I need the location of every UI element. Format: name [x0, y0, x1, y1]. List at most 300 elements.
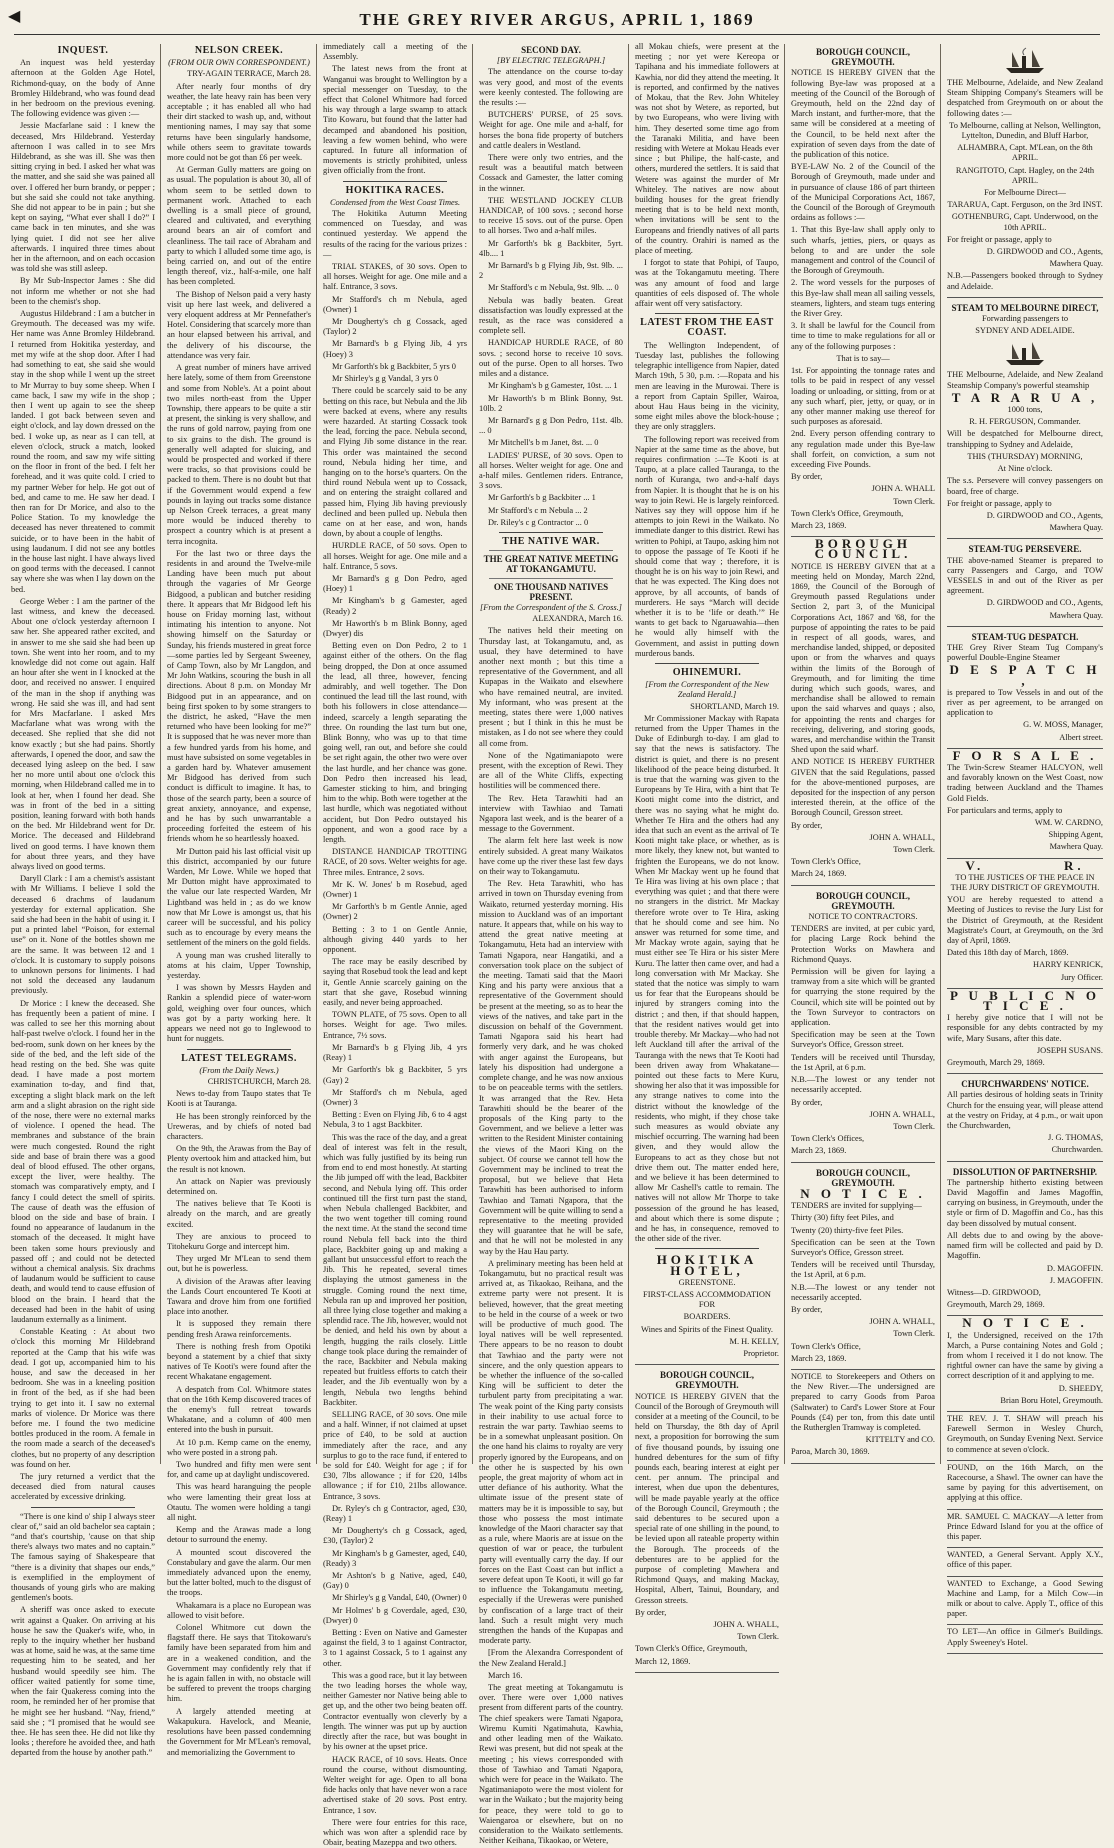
article-paragraph: The latest news from the front at Wanganui was brought to Wellington by a special messenger on Tuesday, to the effect that Colonel Whitmore had forced his way through a large swamp to attack Tito Kowaru, but found that the latter had decamped and abandoned his position, leaving a few women behind, who were captured. In future all information of movements is strictly prohibited, unless given officially from the front.	[323, 64, 467, 176]
article-paragraph: Mr Garforth's bk g Backbiter, 5yrt. 4lb.... 1	[479, 238, 623, 258]
office: Town Clerk's Offices,	[791, 1134, 865, 1144]
steamship-icon	[1002, 338, 1048, 368]
notice-byorder: By order,	[791, 472, 823, 482]
ship-line: GOTHENBURG, Capt. Underwood, on the 10th APRIL.	[951, 212, 1099, 232]
notice-byorder: By order,	[791, 1097, 823, 1107]
agent-name: WM. W. CARDNO,	[1034, 817, 1103, 827]
article-paragraph: A mounted scout discovered the Constabulary and gave the alarm. Our men immediately advanced upon the enemy, but the latter bolted, much to the disgust of the troops.	[167, 1547, 311, 1598]
thousand-heading: ONE THOUSAND NATIVES PRESENT.	[493, 581, 609, 602]
column-1	[6, 42, 160, 1758]
signature-role: Brian Boru Hotel, Greymouth.	[1000, 1395, 1103, 1405]
article-paragraph: At German Gully matters are going on as usual. The population is about 30, all of whom seem to be settled down to permanent work. Attached to each dwelling is a small piece of ground, cleared and cultivated, and everything around bears an air of comfort and cleanliness. The tail race of Abraham and party to which I alluded some time ago, is being carried on, and out of the entire length thereof, viz., half-a-mile, one half has been completed.	[167, 165, 311, 287]
masthead	[0, 0, 1114, 42]
signature: J. MAGOFFIN.	[1049, 1275, 1103, 1285]
article-paragraph: The great meeting at Tokangamutu is over. There were over 1,000 natives present from different parts of the country. The chief speakers were Tamati Ngapora, Wiremu Kumiti Ngatimahuta, Kawhia, and other leading men of the Waikato. Rewi was present, but did not speak at the meeting ; his views corresponded with those of Tawhiao and Tamati Ngapora, which were for peace in the Waikato. The Ngatimaniapoto were the most violent for war in the Waikato ; but the majority being for peace, they were told to go to Waiengaroa or elsewhere, but on no consideration to the Waikato settlements. Neither Keihana, Tikaokao, or Wetere,	[479, 1683, 623, 1846]
exchange-wanted	[947, 1577, 1103, 1626]
newspaper-title: THE GREY RIVER ARGUS, APRIL 1, 1869	[359, 10, 755, 29]
article-paragraph: Betting : Even on Flying Jib, 6 to 4 agst Nebula, 3 to 1 agst Backbiter.	[323, 1110, 467, 1130]
article-paragraph: Mr Stafford's c m Nebula, 9st. 9lb. ... 0	[488, 283, 619, 293]
section-rule	[489, 550, 613, 551]
clerk-name: JOHN A. WHALL,	[869, 1109, 935, 1119]
ship-line: TARARUA, Capt. Ferguson, on the 3rd INST.	[947, 200, 1103, 210]
article-paragraph: None of the Ngatimaniapoto were present, with the exception of Rewi. They are all of the White Cliffs, expecting hostilities will be commenced there.	[479, 750, 623, 791]
article-paragraph: Mr Mitchell's b m Janet, 8st. ... 0	[488, 438, 599, 448]
ad-text: THIS (THURSDAY) MORNING,	[967, 451, 1083, 461]
article-paragraph: News to-day from Taupo states that Te Kooti is at Tauranga.	[167, 1089, 311, 1109]
meeting-heading: THE GREAT NATIVE MEETING AT TOKANGAMUTU.	[483, 554, 619, 575]
notice-title: BOROUGH COUNCIL, GREYMOUTH.	[815, 47, 910, 68]
notice-byorder: By order,	[635, 1607, 667, 1617]
article-paragraph: immediately call a meeting of the Assembly.	[323, 42, 467, 62]
article-paragraph: The Wellington Independent, of Tuesday last, publishes the following telegraphic intelligence from Napier, dated March 19th, 5 30, p.m. :—Ropata and his men are leaving in the Murowai. There is a report from Captain Spiller, Wairoa, about Hau Haus being in the vicinity, some eight miles above the block-house ; they are only stragglers.	[635, 340, 779, 432]
notice-date: March 23, 1869.	[791, 1146, 847, 1156]
bylaw-item: 1. That this Bye-law shall apply only to such wharfs, jetties, piers, or quays as belong to and are under the sole management and control of the Council of the Borough of Greymouth.	[791, 225, 935, 276]
article-paragraph: The attendance on the course to-day was very good, and most of the events were keenly contested. The following are the results :—	[479, 67, 623, 108]
column-5	[630, 42, 784, 1666]
article-paragraph: THE WESTLAND JOCKEY CLUB HANDICAP, of 100 sovs. ; second horse to receive 15 sovs. out of the purse. Open to all horses. Two and a-half miles.	[479, 195, 623, 236]
article-paragraph: Mr Barnard's b g Flying Jib, 4 yrs (Reay) 1	[323, 1042, 467, 1063]
column-rule	[784, 44, 785, 1464]
article-paragraph: A despatch from Col. Whitmore states that on the 16th Kemp discovered traces of the enemy's full retreat towards Whakatane, and a column of 400 men entered into the bush in pursuit.	[167, 1384, 311, 1435]
article-paragraph: Mr Stafford's ch m Nebula, aged (Owner) 3	[323, 1087, 467, 1107]
signature: KITTELTY and CO.	[865, 1435, 935, 1445]
article-paragraph: Colonel Whitmore cut down the flagstaff there. He says that Titokowaru's family have been separated from him and are in a weakened condition, and the Government may confidently rely that if he is again fallen in with, no obstacle will be suffered to prevent the troops charging him.	[167, 1623, 311, 1704]
ad-text: THE Melbourne, Adelaide, and New Zealand Steam Shipping Company's Steamers will be despatched from Greymouth on or about the following dates :—	[947, 78, 1103, 118]
office: Town Clerk's Office, Greymouth,	[635, 1644, 748, 1654]
article-paragraph: A preliminary meeting has been held at Tokangamutu, but no practical result was arrived at, as Tikaokao, Reihana, and the extreme party were not present. It is believed, however, that the great meeting to be held in the course of a week or two will be productive of much good. The loyal natives will be well represented. There appears to be no reason to doubt that Tawhiao and the party were not sincere, and the only question appears to be whether the influence of the so-called King will be sufficient to deter the turbulent party from precipitating a war. The weak point of the King party consists in their inability to use actual force to restrain the war party. Tawhiao seems to be in a somewhat unpleasant position. On the one hand his claims to royalty are very properly ignored by the Europeans, and on the other he is suspected by his own people, the great majority of whom act in utter defiance of his authority. What the ultimate issue of the present state of matters may be it is impossible to say, but those who possess the most intimate knowledge of the Maori character say that as a rule, where Maoris are at issue on the question of war or peace, the turbulent party will eventually carry the day. If our forces on the East Coast can but inflict a severe defeat upon Te Kooti, it will go far to influence the Tokangamutu meeting, especially if the Ureweras were punished by confiscation of a large tract of their land. Such a result might very much strengthen the hands of the Kupapas and moderate party.	[479, 1258, 623, 1646]
article-paragraph: Mr Barnard's b g Flying Jib, 9st. 9lb. ... 2	[479, 261, 623, 281]
to-let-notice	[947, 1625, 1103, 1653]
clerk-name: JOHN A. WHALL	[871, 484, 935, 494]
article-paragraph: The jury returned a verdict that the deceased died from natural causes accelerated by excessive drinking.	[11, 1472, 155, 1502]
article-paragraph: Mr Shirley's g g Vandal, £40, (Owner) 0	[332, 1593, 467, 1603]
article-paragraph: Jessie Macfarlane said : I knew the deceased, Mrs Hildebrand. Yesterday afternoon I was called in to see Mrs Hildebrand, as she was ill. She was then sitting crying in bed. I asked her what was the matter, and she said she was pained all over. I offered her burn brandy, or pepper ; but she said she could not take anything. She did not appear to be in pain ; but she kept on saying, “What ever shall I do?” I came back in ten minutes, and she was lying quiet. I did not see her alive afterwards. I inquired three times about her in the afternoon, and on each occasion was told she was still asleep.	[11, 121, 155, 274]
east-coast-heading: LATEST FROM THE EAST COAST.	[640, 317, 774, 339]
ohinemuri-source: [From the Correspondent of the New Zealand Herald.]	[645, 680, 769, 700]
signature: D. MAGOFFIN.	[1046, 1263, 1103, 1273]
ad-text: THE Melbourne, Adelaide, and New Zealand Steamship Company's powerful steamship	[947, 370, 1103, 390]
officer-role: Jury Officer.	[1060, 972, 1103, 982]
ad-text: N.B.—Passengers booked through to Sydney and Adelaide.	[947, 271, 1103, 291]
article-paragraph: The following report was received from Napier at the same time as the above, but requires confirmation :—Te Kooti is at Taupo, at a place called Tauranga, to the north of Kuranga, two and-a-half days from Napier. It is thought that he is on his way to join Rewi. He is largely reinforced. Natives say they will oppose him if he attempts to join Rewi in the Waikato. No immediate danger to this district. Rewi has written to Pohipi, at Taupo, asking him not to oppose the passage of Te Kooti if he should come that way ; therefore, it is thought he is on his way to join Rewi, and that he was expected. The King does not approve, by all accounts, of bands of murderers. He says “March will decide whether it is to be ‘life or death.’” He wants to get back to Ngaruawahia—then he would ally himself with the Government, and assist in putting down murderous bands.	[635, 434, 779, 658]
melbourne-shipping-ad	[947, 42, 1103, 298]
article-paragraph: [From the Alexandra Correspondent of the New Zealand Herald.]	[479, 1648, 623, 1668]
ad-title: P U B L I C N O T I C E .	[950, 987, 1100, 1014]
bylaw-item: 3. It shall be lawful for the Council from time to time to make regulations for all or any of the following purposes :	[791, 321, 935, 351]
article-paragraph: It is supposed they remain there pending fresh Arawa reinforcements.	[167, 1319, 311, 1339]
section-rule	[655, 1248, 759, 1249]
bylaw-item: 1st. For appointing the tonnage rates and tolls to be paid in respect of any vessel loading or unloading, or sitting, from or at any such wharf, pier, jetty, or quay, or in any other manner making use thereof for such purposes as aforesaid.	[791, 366, 935, 427]
steam-melbourne-ad	[947, 298, 1103, 539]
clerk-role: Town Clerk.	[893, 845, 935, 855]
notice-text: NOTICE IS HEREBY GIVEN that at a meeting held on Monday, March 22nd, 1869, the Council of the Borough of Greymouth passed Regulations under Section 2, part 3, of the Municipal Corporations Act, 1867 and '68, for the purpose of appointing the rates to be paid in respect of all goods, wares, and merchandise landed, shipped, or deposited upon or from the wharves and quays within the limits of the Borough of Greymouth, and for limiting the time during which such goods, wares, and merchandise shall be allowed to remain upon the said wharves and quays ; also, for appointing the rents and charges for receiving, delivering, and storing goods, wares, and merchandise within the Transit Shed upon the said wharf.	[791, 561, 935, 755]
ad-text: WANTED to Exchange, a Good Sewing Machine and Lamp, for a Milch Cow—in milk or about to calve. Apply T., office of this paper.	[947, 1578, 1103, 1619]
ad-text: is prepared to Tow Vessels in and out of the river as per agreement, to be arranged on application to	[947, 687, 1103, 718]
storekeepers-notice	[791, 1370, 935, 1464]
war-source: [From the Correspondent of the S. Cross.]	[480, 602, 622, 612]
article-paragraph: Mr Haworth's b m Blink Bonny, 9st. 10lb. 2	[479, 393, 623, 413]
section-rule	[31, 1507, 135, 1508]
article-paragraph: DISTANCE HANDICAP TROTTING RACE, of 20 sovs. Welter weights for age. Three miles. Entrance, 2 sovs.	[323, 847, 467, 877]
ad-text: Dated this 18th day of March, 1869.	[947, 948, 1069, 958]
article-paragraph: The alarm felt here last week is now entirely subsided. A great many Waikatos have come up the river these last few days on their way to Tokangamutu.	[479, 836, 623, 877]
clerk-role: Town Clerk.	[893, 1329, 935, 1339]
dateline: ALEXANDRA, March 16.	[532, 614, 623, 624]
column-7	[942, 42, 1108, 1647]
ad-text: To Melbourne, calling at Nelson, Wellington, Lyttelton, Dunedin, and Bluff Harbor,	[949, 120, 1101, 141]
signature: D. SHEEDY,	[1058, 1383, 1103, 1393]
notice-date: March 12, 1869.	[635, 1656, 691, 1666]
article-paragraph: There is nothing fresh from Opotiki beyond a statement by a chief that sixty natives of Te Kooti's were found after the recent Whakatane engagement.	[167, 1341, 311, 1382]
article-paragraph: Mr Dougherty's ch g Cossack, aged (Taylor) 2	[323, 317, 467, 337]
article-paragraph: Mr Kingham's b g Gamester, aged, £40, (Ready) 3	[323, 1548, 467, 1568]
ad-text: Witness—D. GIRDWOOD,	[947, 1287, 1041, 1297]
nelson-creek-heading: NELSON CREEK.	[194, 45, 284, 56]
column-rule	[472, 44, 473, 1464]
piles-notice	[791, 1163, 935, 1370]
bylaw-notice	[791, 42, 935, 537]
ship-line: ALHAMBRA, Capt. M'Lean, on the 8th APRIL.	[957, 143, 1093, 163]
servant-wanted	[947, 1548, 1103, 1576]
article-paragraph: On the 9th, the Arawas from the Bay of Plenty overtook him and attacked him, but the result is not known.	[167, 1144, 311, 1174]
agent-place: Mawhera Quay.	[1049, 523, 1103, 533]
article-paragraph: An attack on Napier was previously determined on.	[167, 1176, 311, 1196]
agent-place: Mawhera Quay.	[1049, 259, 1103, 269]
dateline: TRY-AGAIN TERRACE, March 28.	[187, 69, 311, 79]
found-notice	[947, 1461, 1103, 1510]
proprietor-role: Proprietor.	[743, 1348, 779, 1358]
article-paragraph: Mr Dutton paid his last official visit up this district, accompanied by our future Warden, Mr Lowe. While we hoped that Mr Dutton might have approximated to the value our late respected Warden, Mr Lightband was held in ; as do we know now that Mr Lowe is amongst us, that his career will be successful, and his policy such as to encourage by every means the settlement of the miners on the gold fields.	[167, 846, 311, 948]
debentures-notice	[635, 1365, 779, 1673]
purse-notice	[947, 1316, 1103, 1412]
ad-text: 1000 tons,	[1007, 405, 1043, 415]
notice-subtitle: N O T I C E .	[800, 1185, 926, 1201]
notice-text: N.B.—The lowest or any tender not necessarily accepted.	[791, 1282, 935, 1302]
contractors-notice	[791, 886, 935, 1163]
article-paragraph: Betting even on Don Pedro, 2 to 1 against either of the others. On the flag being dropped, the Don at once assumed the lead, all three, however, fencing admirably, and well together. The Don continued the lead till the last round, with both his followers in close attendance—indeed, scarcely a length separating the three. On rounding the last turn but one, Blink Bonny, who was up to that time going well, ran out, and before she could be set right again, the other two were over the last hurdle, and her chance was gone. Don Pedro then increased his lead, Gamester sticking to him, and bringing him to the whip. Both were together at the last hurdle, which was negotiated without accident, but Don Pedro outstayed his opponent, and won a good race by a length.	[323, 641, 467, 845]
notice-text: TENDERS are invited for supplying—	[791, 1201, 922, 1211]
ad-title: N O T I C E .	[962, 1315, 1088, 1331]
notice-byorder: By order,	[791, 1304, 823, 1314]
article-paragraph: Mr Kingham's b g Gamester, aged (Ready) 2	[323, 596, 467, 616]
ad-title: F O R S A L E .	[952, 747, 1098, 763]
dateline: CHRISTCHURCH, March 28.	[207, 1076, 311, 1086]
article-paragraph: Mr Haworth's b m Blink Bonny, aged (Dwyer) dis	[323, 618, 467, 638]
article-paragraph: They are anxious to proceed to Titohekuru Gorge and intercept him.	[167, 1231, 311, 1251]
notice-text: Permission will be given for laying a tramway from a site which will be granted for quarrying the stone required by the Council, which site will be pointed out by the Town Surveyor to contractors on application.	[791, 967, 935, 1028]
telegrams-heading: LATEST TELEGRAMS.	[181, 1052, 297, 1064]
fold-mark-icon: ◀	[8, 8, 21, 25]
article-paragraph: A largely attended meeting at Wakapukura. Havelock, and Meanie, resolutions have been passed condemning the Government for Mr M'Lean's removal, and memorializing the Government to	[167, 1706, 311, 1757]
ad-title: TO THE JUSTICES OF THE PEACE IN THE JURY DISTRICT OF GREYMOUTH.	[950, 872, 1100, 892]
ad-text: At Nine o'clock.	[997, 464, 1053, 474]
masthead-rule	[14, 34, 1100, 35]
article-paragraph: The Rev. Heta Tarawhiti had an interview with Tawhiao and Tamati Ngapora last week, and is the bearer of a message to the Government.	[479, 793, 623, 834]
ad-text: All parties desirous of holding seats in Trinity Church for the ensuing year, will please attend at the vestry on Friday, at 4 p.m., or wait upon the Churchwarden,	[947, 1090, 1103, 1131]
article-paragraph: A great number of miners have arrived here lately, some of them from Greenstone and some from Noble's. At a point about two miles north-east from the Upper Township, there appears to be quite a stir at present, the sinking is very shallow, and the runs of gold narrow, paying from one to six grains to the dish. The ground is generally well adapted for sluicing, and would be prospected and worked if there were tracks, so that provisions could be packed to them. There is no doubt but that if the Government would expend a few pounds in laying out tracks some distance up Nelson Creek terraces, a great many more would be induced thereby to prospect a country which is at present a terra incognita.	[167, 363, 311, 546]
article-paragraph: Nebula was badly beaten. Great dissatisfaction was loudly expressed at the result, as the race was considered a complete sell.	[479, 295, 623, 336]
ad-text: The partnership hitherto existing between David Magoffin and James Magoffin, carrying on business, in Greymouth, under the style or firm of D. Magoffin and Co., has this day been dissolved by mutual consent.	[947, 1177, 1103, 1228]
article-paragraph: I was shown by Messrs Hayden and Rankin a splendid piece of water-worn gold, weighing over four ounces, which was got by a party working here. It appears we need not go to Inglewood to hunt for nuggets.	[167, 983, 311, 1044]
ohinemuri-heading: OHINEMURI.	[672, 666, 742, 678]
ship-name: T A R A R U A ,	[951, 389, 1099, 405]
column-rule	[160, 44, 161, 1464]
notice-text: AND NOTICE IS HEREBY FURTHER GIVEN that the said Regulations, passed for the above-mentioned purposes, are deposited for the inspection of any person interested therein, at the office of the Borough Council, Gresson street.	[791, 757, 935, 818]
agent-place: Mawhera Quay.	[1049, 842, 1103, 852]
signature: J. G. THOMAS,	[1048, 1133, 1103, 1143]
notice-date: Paroa, March 30, 1869.	[791, 1447, 870, 1457]
article-paragraph: Betting : 3 to 1 on Gentle Annie, although giving 440 yards to her opponent.	[323, 924, 467, 955]
ad-text: The s.s. Persevere will convey passengers on board, free of charge.	[947, 476, 1103, 496]
clerk-role: Town Clerk.	[737, 1632, 779, 1642]
notice-text: Thirty (30) fifty feet Piles, and	[791, 1213, 894, 1223]
sermon-notice	[947, 1412, 1103, 1461]
clerk-name: JOHN A. WHALL,	[713, 1620, 779, 1630]
notice-date: March 23, 1869.	[791, 520, 847, 530]
notice-title: BOROUGH COUNCIL, GREYMOUTH.	[815, 890, 910, 911]
column-6	[786, 42, 940, 1464]
article-paragraph: Mr Barnard's g g Don Pedro, aged (Hoey) 1	[323, 573, 467, 594]
article-paragraph: A sheriff was once asked to execute writ against a Quaker. On arriving at his house he saw the Quaker's wife, who, in reply to the inquiry whether her husband was at home, said he was, at the same time requesting him to be seated, and her husband would speedily see him. The officer waited patiently for some time, when the fair Quakeress coming into the room, he reminded her of her promise that he might see her husband. “Nay, friend,” said she ; “I promised that he would see thee. He has seen thee. He did not like thy looks ; therefore he avoided thee, and hath departed from the house by another path.”	[11, 1605, 155, 1758]
article-paragraph: HACK RACE, of 10 sovs. Heats. Once round the course, without dismounting. Welter weight for age. Open to all bona fide hacks only that have never won a race advertised stake of 20 sovs. Post entry. Entrance, 1 sov.	[323, 1754, 467, 1815]
notice-text: NOTICE to Storekeepers and Others on the New River.—The undersigned are prepared to carry Goods from Paroa (Saltwater) to Card's Lower Store at Four Pounds (£4) per ton, from this date until the Rutherglen Tramway is completed.	[791, 1371, 935, 1432]
article-paragraph: Augustus Hildebrand : I am a butcher in Greymouth. The deceased was my wife. Her name was Anne Bromley Hildebrand. I returned from Hokitika yesterday, and met my wife at the shop door. After I had had something to eat, she said she would stay in the shop while I went up the street to Mr Murray to buy some sheep. When I came back, I saw my wife in the shop ; then I went up again to see the sheep landed. I got back between seven and eight o'clock, and lay down dressed on the bed. I woke up, as near as I can tell, at eleven o'clock, struck a match, looked round the room, and saw my wife sitting on the floor in front of the bed. I felt her forehead, and it was quite cold. I cried to my partner Weber for help. He got out of bed, and came to me. He saw her dead. I then ran for Dr Morice, and also to the Police Station. To my knowledge the deceased has never threatened to commit suicide, or to have been in the habit of using laudanum. I did not see any bottles in the house last night. I have always lived on good terms with the deceased. I cannot say where she was when I lay down on the bed.	[11, 309, 155, 594]
article-paragraph: Mr Barnard's b g Flying Jib, 4 yrs (Hoey) 3	[323, 339, 467, 359]
agent-name: D. GIRDWOOD and CO., Agents,	[986, 510, 1103, 520]
ad-title: CHURCHWARDENS' NOTICE.	[961, 1079, 1089, 1090]
ship-line: RANGITOTO, Capt. Hagley, on the 24th APRIL.	[955, 165, 1095, 185]
article-paragraph: At 10 p.m. Kemp came on the enemy, who were posted in a strong pah.	[167, 1437, 311, 1457]
article-paragraph: Dr. Riley's c g Contractor ... 0	[488, 517, 589, 527]
article-paragraph: For the last two or three days the residents in and around the Twelve-mile Landing have been much put about through the vagaries of Mr George Bidgood, a publican and butcher residing there. It appears that Mr Bidgood left his house on Friday morning last, without intimating his intention to anyone. Not showing himself on the Saturday or Sunday, his friends mustered in great force—some parties led by Sergeant Sweeney, of Camp Town, also by Mr Langdon, and Mr John Watkins, scouring the bush in all directions. About 8 p.m. on Monday Mr Bidgood put in an appearance, and on being first spoken to by some strangers to the district, he asked, “Have the men returned who have been looking for me?” It is supposed that he was never more than a few hundred yards from his home, and must have subsisted on some vegetables in a garden hard by. Whatever amusement Mr Bidgood has derived from such conduct is difficult to imagine. It has, to those of the search party, been a source of great anxiety, annoyance, and expense, and he has by such unwarrantable a proceeding forfeited the esteem of his friends whom he so heartlessly hoaxed.	[167, 548, 311, 844]
ad-text: Forwarding passengers to	[981, 314, 1069, 324]
notice-date: March 23, 1869.	[791, 1353, 847, 1363]
ad-title: STEAM TO MELBOURNE DIRECT,	[951, 302, 1099, 313]
ad-text: R. H. FERGUSON, Commander.	[969, 417, 1081, 427]
notice-text: TENDERS are invited, at per cubic yard, for placing Large Rock behind the Protection Works on Mawhera and Richmond Quays.	[791, 924, 935, 964]
ad-text: SYDNEY AND ADELAIDE.	[975, 326, 1075, 336]
article-paragraph: They urged Mr M'Lean to send them out, but he is powerless.	[167, 1254, 311, 1274]
ad-title: STEAM-TUG DESPATCH.	[971, 631, 1079, 642]
article-paragraph: The Bishop of Nelson paid a very hasty visit up here last week, and delivered a very eloquent address at Mr Pennefather's Hotel. Considering that scarcely more than an hour elapsed between his arrival, and the delivery of his discourse, the attendance was very fair.	[167, 289, 311, 360]
notice-text: N.B.—The lowest or any tender not necessarily accepted.	[791, 1075, 935, 1095]
agent-place: Albert street.	[1059, 732, 1103, 742]
ad-text: Will be despatched for Melbourne direct, transhipping to Sydney and Adelaide,	[947, 429, 1103, 449]
second-day-results	[479, 67, 623, 528]
clerk-name: JOHN A. WHALL,	[869, 1317, 935, 1327]
column-rule	[316, 44, 317, 1464]
article-paragraph: Mr Barnard's g g Don Pedro, 11st. 4lb. ... 0	[479, 415, 623, 436]
article-paragraph: This was the race of the day, and a great deal of interest was felt in the result, which was fully justified by its being run from end to end most honestly. At starting the Jib jumped off with the lead, Backbiter second, and Nebula lying off. This order continued till the first turn past the stand, when Nebula challenged Backbiter, and the two went together till coming round the next time. At the stand the second time round Nebula fell back into the third place, Backbiter going up and making a gallant but unsuccessful effort to reach the Jib. This he repeated, several times displaying the utmost gameness in the struggle. Coming round the next time, Nebula ran up and improved her position, all three lying close together and making a splendid race. The Jib, however, would not be denied, and held his own by about a length, hugging the rails closely. Little change took place during the remainder of the race, Backbiter and Nebula making repeated but fruitless efforts to catch their leader, and the Jib eventually won by a length, Nebula two lengths behind Backbiter.	[323, 1132, 467, 1407]
ad-text: MR. SAMUEL C. MACKAY—A letter from Prince Edward Island for you at the office of this paper.	[947, 1511, 1103, 1541]
article-paragraph: The natives held their meeting on Thursday last, at Tokangamutu, and, as usual, they have determined to have another next month ; but this time a representative of the Government, and all Kupapas in the Waikato and elsewhere who have remained neutral, are invited. My informant, who was present at the meeting, states there were 1,000 natives present ; but I think in this he must be mistaken, as I do not see where they could all come from.	[479, 626, 623, 748]
agent-place: Mawhera Quay.	[1049, 610, 1103, 620]
article-paragraph: There were four entries for this race, which was won after a splendid race by Obair, beating Mazeppa and two others.	[323, 1817, 467, 1848]
telegrams-source: (From the Daily News.)	[199, 1065, 279, 1075]
bylaw-item: 2. The word vessels for the purposes of this Bye-law shall mean all sailing vessels, steamers, lighters, and steam tugs entering the River Grey.	[791, 278, 935, 319]
clerk-role: Town Clerk.	[893, 496, 935, 506]
jury-notice	[947, 859, 1103, 989]
article-paragraph: Dr. Ryley's ch g Contractor, aged, £30, (Reay) 1	[323, 1503, 467, 1524]
article-paragraph: Mr Stafford's ch m Nebula, aged (Owner) 1	[323, 294, 467, 314]
hotel-line: Wines and Spirits of the Finest Quality.	[641, 1324, 773, 1334]
dateline: SHORTLAND, March 19.	[690, 701, 779, 711]
article-paragraph: He has been strongly reinforced by the Ureweras, and by chiefs of noted bad characters.	[167, 1111, 311, 1141]
wharf-regulations-notice	[791, 537, 935, 886]
hotel-title: HOKITIKA HOTEL,	[656, 1252, 758, 1278]
ad-text: THE Grey River Steam Tug Company's powerful Double-Engine Steamer	[947, 642, 1103, 663]
notice-text: Specification can be seen at the Town Surveyor's Office, Gresson street.	[791, 1237, 935, 1257]
article-paragraph: Mr Garforth's bk g Backbiter, 5 yrs 0	[332, 361, 456, 371]
article-paragraph: There were only two entries, and the result was a beautiful match between Cossack and Gamester, the latter coming in the winner.	[479, 153, 623, 193]
letter-notice	[947, 1510, 1103, 1549]
ad-text: I, the Undersigned, received on the 17th March, a Purse containing Notes and Gold ; from whom I received it I do not know. The rightful owner can have the same by giving a correct description of it and applying to me.	[947, 1330, 1103, 1381]
article-paragraph: The race may be easily described by saying that Rosebud took the lead and kept it, Gentle Annie scarcely gaining on the start that she gave, Rosebud winning easily, and never being approached.	[323, 957, 467, 1008]
article-paragraph: This was a good race, but it lay between the two leading horses the whole way, neither Gamester nor Native being able to get up, and the other two being beaten off. Contractor eventually won cleverly by a length. The winner was put up by auction directly after the race, but was bought in by his owner at the upset price.	[323, 1670, 467, 1752]
telegraph-source: [BY ELECTRIC TELEGRAPH.]	[496, 56, 606, 66]
notice-title: BOROUGH COUNCIL.	[814, 536, 912, 562]
notice-title: BOROUGH COUNCIL, GREYMOUTH.	[659, 1370, 754, 1391]
column-2	[162, 42, 316, 1757]
notice-date: March 24, 1869.	[791, 869, 847, 879]
persevere-ad	[947, 539, 1103, 626]
article-paragraph: A division of the Arawas after leaving the Lands Court encountered Te Kooti at Tawara and drove him from one fortified place into another.	[167, 1276, 311, 1317]
signature: JOSEPH SUSANS.	[1036, 1045, 1103, 1055]
article-paragraph: HANDICAP HURDLE RACE, of 80 sovs. ; second horse to receive 10 sovs. out of the purse. Open to all horses. Two miles and a distance.	[479, 338, 623, 379]
article-paragraph: Mr Holmes' b g Coverdale, aged, £30, (Dwyer) 0	[323, 1605, 467, 1625]
ad-text: THE above-named Steamer is prepared to carry Passengers and Cargo, and TOW VESSELS in and out of the River as per agreement.	[947, 555, 1103, 596]
section-rule	[655, 663, 759, 664]
second-day-heading: SECOND DAY.	[521, 45, 581, 55]
article-paragraph: SELLING RACE, of 30 sovs. One mile and a half. Winner, if not claimed at upset price of £40, to be sold at auction immediately after the race, and any surplus to go to the race fund, if entered to be sold for £40. Weight for age ; if for £30, 7lbs allowance ; if for £20, 14lbs allowance ; if for £10, 21lbs allowance. Entrance, 3 sovs.	[323, 1410, 467, 1501]
article-paragraph: Mr Garforth's bk g Backbiter, 5 yrs (Gay) 2	[323, 1065, 467, 1085]
article-paragraph: A young man was crushed literally to atoms at his claim, Upper Township, yesterday.	[167, 950, 311, 981]
ad-text: FOUND, on the 16th March, on the Racecourse, a Shawl. The owner can have the same by paying for this advertisement, on applying at this office.	[947, 1462, 1103, 1503]
races-heading: HOKITIKA RACES.	[345, 184, 445, 196]
article-paragraph: Constable Keating : At about two o'clock this morning Mr Hildebrand reported at the Camp that his wife was dead. I got up, accompanied him to his house, and saw the deceased in her bedroom. She was in a kneeling position in front of the bed, as if she had been trying to get into it. I saw no external marks of violence. Dr Morice was there before me. I found the two medicine bottles produced in the room. A female in the room made a search of the deceased's clothes, but no property of any description was found on her.	[11, 1327, 155, 1469]
article-paragraph: Mr K. W. Jones' b m Rosebud, aged (Owner) 1	[323, 879, 467, 900]
column-3	[318, 42, 472, 1848]
article-paragraph: The Rev. Heta Tarawhiti, who has arrived in town on Thursday evening from Waikato, returned yesterday morning. His mission to Auckland was of an important nature. It appears that, while on his way to attend the great native meeting at Tokangamutu, Heta had an interview with Tamati Ngapora, near Hangatiki, and a conversation took place on the subject of the meeting. Tamati said that the Maori King and his party were anxious that a representative of the Government should be present at the meeting, so as to hear the views of the natives, and take part in the discussion on behalf of the Government. Tamati Ngapora said his heart had formerly very dark, and he was choked with anger against the Europeans, but lately his disposition had undergone a complete change, and he was now anxious to be on peaceable terms with the settlers. It was arranged that the Rev. Heta Tarawhiti should be the bearer of the proposals of the King party to the Government, and we believe a letter was written to the Resident Minister containing the views of the Maori King on the subject. Of course we cannot tell how the Government may be inclined to treat the proposal, but we believe that Heta Tarawhiti has been authorised to inform Tawhiao and Tamati Ngapora, that the Government will be quite willing to send a representative to the meeting provided they will guarantee that he will be safe, and that he will not be molested in any way by the Hau Hau party.	[479, 879, 623, 1256]
notice-title: BOROUGH COUNCIL, GREYMOUTH.	[815, 1167, 910, 1188]
ad-text: For freight or passage, apply to	[947, 234, 1052, 244]
column-rule	[940, 44, 941, 1464]
bylaw-item: 2nd. Every person offending contrary to any regulation made under this Bye-law shall forfeit, on conviction, a sum not exceeding Five Pounds.	[791, 429, 935, 469]
article-paragraph: Kemp and the Arawas made a long detour to surround the enemy.	[167, 1525, 311, 1545]
article-paragraph: After nearly four months of dry weather, the late heavy rain has been very acceptable ; it has enabled all who had their dirt stacked to wash up, and, without mentioning names, I may say that some returns have been singularly handsome, while others seem to gravitate towards more could not be got than £6 per week.	[167, 81, 311, 163]
article-paragraph: By Mr Sub-Inspector James : She did not inform me whether or not she had been to the chemist's shop.	[11, 276, 155, 306]
article-paragraph: An inquest was held yesterday afternoon at the Golden Age Hotel, Richmond-quay, on the body of Anne Bromley Hildebrand, who was found dead in her bedroom on the previous evening. The following evidence was given :—	[11, 58, 155, 119]
article-paragraph: TRIAL STAKES, of 30 sovs. Open to all horses. Weight for age. One mile and a half. Entrance, 3 sovs.	[323, 262, 467, 292]
for-sale-ad	[947, 749, 1103, 859]
clerk-role: Town Clerk.	[893, 1121, 935, 1131]
article-paragraph: March 16.	[488, 1670, 523, 1680]
notice-byorder: By order,	[791, 820, 823, 830]
native-meeting-article	[479, 626, 623, 1846]
article-paragraph: “There is one kind o' ship I always steer clear of,” said an old bachelor sea captain ; “and that's courtship, 'cause on that ship there's always two mates and no captain.” The famous saying of Shakespeare that “there is a divinity that shapes our ends,” is exemplified in the employment of thousands of young girls who are making gentlemen's boots.	[11, 1511, 155, 1603]
section-rule	[187, 1049, 291, 1050]
dissolution-notice	[947, 1162, 1103, 1317]
agent-name: D. GIRDWOOD and CO., Agents,	[986, 247, 1103, 257]
office: Town Clerk's Office,	[791, 857, 861, 867]
hotel-line: FIRST-CLASS ACCOMMODATION FOR	[643, 1289, 771, 1310]
article-paragraph: The natives believe that Te Kooti is already on the march, and are greatly excited.	[167, 1199, 311, 1229]
column-4	[474, 42, 628, 1846]
notice-text: Tenders will be received until Thursday, the 1st April, at 6 p.m.	[791, 1052, 935, 1072]
steamship-icon	[1002, 46, 1048, 76]
notice-text: Tenders will be received until Thursday, the 1st April, at 6 p.m.	[791, 1260, 935, 1280]
notice-text: Specification may be seen at the Town Surveyor's Office, Gresson street.	[791, 1030, 935, 1050]
article-paragraph: Mr Stafford's c m Nebula ... 2	[488, 505, 588, 515]
section-rule	[343, 181, 447, 182]
ad-text: All debts due to and owing by the above-named firm will be collected and paid by D. Magoffin.	[947, 1230, 1103, 1261]
ad-text: For freight or passage, apply to	[947, 498, 1052, 508]
ad-text: I hereby give notice that I will not be responsible for any debts contracted by my wife, Mary Susans, after this date.	[947, 1013, 1103, 1043]
hotel-advertisement	[635, 1253, 779, 1365]
public-notice	[947, 989, 1103, 1074]
article-paragraph: Betting : Even on Native and Gamester against the field, 3 to 1 against Contractor, 3 to 1 against Cossack, 5 to 1 against any other.	[323, 1628, 467, 1668]
ad-date: Greymouth, March 29, 1869.	[947, 1058, 1045, 1068]
ad-text: YOU are hereby requested to attend a Meeting of Justices to revise the Jury List for the District of Greymouth, at the Resident Magistrate's Court, at Greymouth, on the 3rd day of April, 1869.	[947, 895, 1103, 946]
ad-text: THE REV. J. T. SHAW will preach his Farewell Sermon in Wesley Church, Greymouth, on Sunday Evening Next. Service to commence at seven o'clock.	[947, 1413, 1103, 1454]
section-rule	[489, 578, 613, 579]
article-paragraph: Mr Shirley's g g Vandal, 3 yrs 0	[332, 374, 439, 384]
ad-text: For Melbourne Direct—	[984, 188, 1066, 198]
despatch-ad	[947, 627, 1103, 749]
article-paragraph: Dr Morice : I knew the deceased. She has frequently been a patient of mine. I was called to see her this morning about half-past twelve o'clock. I found her in the bed-room, sunk down on her knees by the side of the bed, and the left side of the head resting on the bed. She was quite dead. I have made a post mortem examination to-day, and find that, excepting a slight black mark on the left arm and a slight abrasion on the right side of the nose, there were no external marks of violence. I opened the head. The membranes and substance of the brain were much congested. Round the right side and base of brain there was a good deal of blood effused. The other organs, except the liver, were healthy. The stomach was comparatively empty, and I fancy I could detect the smell of spirits. The cause of death was the effusion of blood on the side and base of brain. I found no appearance of laudanum in the stomach of the deceased. It might have been taken some hours previously and passed off ; and could not be detected without a chemical analysis. Six drachms of laudanum would be sufficient to cause death, and would tend to cause effusion of blood on the brain. I heard that the deceased had been in the habit of using laudanum externally as a liniment.	[11, 998, 155, 1324]
office: Town Clerk's Office,	[791, 1341, 861, 1351]
races-source: Condensed from the West Coast Times.	[329, 197, 461, 207]
inquest-heading: INQUEST.	[57, 45, 109, 56]
article-paragraph: all Mokau chiefs, were present at the meeting ; nor yet were Kereopa or Tapihana and his immediate followers at Kawhia, nor did they attend the meeting. It is reported, and confirmed by the natives of Mokau, that the Rev. John Whiteley was not shot by Wetere, as reported, but by two Europeans, who were living with him. They deserted some time ago from the Taranaki Militia, and have been residing with Wetere at Mokau Heads ever since ; but Philipe, the half-caste, and others, murdered the settlers. It is said that Wetere was against the murder of Mr Whiteley. The natives are now about building houses for the great friendly meeting that is to be held next month, when invitations will be sent to the Europeans and friendly natives of all parts of the country. Orahiri is named as the place of meeting.	[635, 42, 779, 256]
ad-title: DISSOLUTION OF PARTNERSHIP.	[952, 1166, 1098, 1177]
article-paragraph: The Hokitika Autumn Meeting commenced on Tuesday, and was continued yesterday. We append the results of the racing for the various prizes :—	[323, 209, 467, 259]
article-paragraph: TOWN PLATE, of 75 sovs. Open to all horses. Weight for age. Two miles. Entrance, 7½ sovs.	[323, 1010, 467, 1040]
section-rule	[655, 313, 759, 314]
signature-role: Churchwarden.	[1051, 1145, 1103, 1155]
ad-text: The Twin-Screw Steamer HALCYON, well and favorably known on the West Coast, now trading between Auckland and the Thames Gold Fields.	[947, 762, 1103, 803]
article-paragraph: BUTCHERS' PURSE, of 25 sovs. Weight for age. One mile and a-half, for horses the bona fide property of butchers and cattle dealers in Westland.	[479, 110, 623, 150]
ad-text: WANTED, a General Servant. Apply X.Y., office of this paper.	[947, 1550, 1103, 1570]
ad-text: TO LET—An office in Gilmer's Buildings. Apply Sweeney's Hotel.	[947, 1627, 1103, 1647]
hotel-location: GREENSTONE.	[678, 1277, 736, 1287]
column-rule	[628, 44, 629, 1464]
byline: (FROM OUR OWN CORRESPONDENT.)	[168, 58, 310, 68]
article-paragraph: Mr Garforth's b m Gentle Annie, aged (Owner) 2	[323, 902, 467, 922]
article-paragraph: Mr Commissioner Mackay with Rapata returned from the Upper Thames in the Duke of Edinburgh to-day. I am glad to say that the news is satisfactory. The district is quiet, and there is no present likelihood of the peace being disturbed. It is true that the warning was given to the Europeans by Te Hira, with a hint that Te Kooti might come into the district, and there was no saying what he might do. Whether Te Hira and the others had any idea that such an event as the arrival of Te Kooti might take place, or whether, as is more likely, they knew not, but wanted to frighten the Europeans, we do not know. When Mr Mackay went up he found that Te Hira was living at his own place ; that everything was quiet ; and that there were no strangers in the district. Mr Mackay therefore wrote over to Te Hira, asking that he should come and see him. No answer was returned for some time, and Mr Mackay wrote again, saying that he must either see Te Hira or his sister Mere Kuru. The latter then came over, and had a long conversation with Mr Mackay. She stated that the notice was simply to warn us for fear that the Europeans should be injured by strangers coming into the district ; and then, if that should happen, that the resident natives would get into trouble thereby. Mr Mackay—who had not left Auckland till after the arrival of the Tauranga with the news that Te Kooti had been driven away from Whakatane—pointed out these facts to Mere Kuru, showing her also that it was impossible for any strange natives to come into the district without the knowledge of the residents, who might, if they chose take such measures as would obviate any mischief occurring. The warning had been given, and they would allow the Europeans to act as they chose but not drive them out. The matter ended here, and we believe it has been determined to allow Mr Cashell's cattle to remain. The natives will not allow Mr Thorpe to take possession of the ground he has leased, and about which there is some dispute ; and he has, in consequence, removed to the other side of the river.	[635, 713, 779, 1244]
churchwardens-notice	[947, 1074, 1103, 1161]
article-paragraph: There could be scarcely said to be any betting on this race, but Nebula and the Jib were backed at evens, where any results were hazarded. At starting Cossack took the lead, forcing the pace. Nebula second, and Flying Jib some distance in the rear. This order was maintained the second round, Nebula hiding her time, and hanging on to the horse's quarters. On the third round Nebula went up to Cossack, and on entering the straight collared and passed him, Flying Jib having previously declined and been pulled up. Nebula then came on at her ease, and won, hands down, by about a couple of lengths.	[323, 386, 467, 539]
notice-text: BYE-LAW No. 2 of the Council of the Borough of Greymouth, made under and in pursuance of clause 186 of part thirteen of the Municipal Corporations Act, 1867, the Council of the Borough of Greymouth ordains as follows :—	[791, 162, 935, 223]
notice-text: NOTICE IS HEREBY GIVEN that the Council of the Borough of Greymouth will consider at a meeting of the Council, to be held on Thursday, the 8th day of April next, a proposition for borrowing the sum of five thousand pounds, by issuing one hundred debentures for the sum of fifty pounds each, bearing interest at eight per cent. per annum. The principal and interest, when due upon the debentures, will be made payable yearly at the office of the Borough Council, Greymouth ; the said debentures to be secured upon a special rate of one shilling in the pound, to be levied upon all rateable property within the Borough. The proceeds of the debentures are to be applied for the purpose of completing Mawhera and Richmond Quays, and making Mackay, Hospital, Albert, Tainui, Boundary, and Gresson streets.	[635, 1391, 779, 1605]
agent-name: D. GIRDWOOD and CO., Agents,	[986, 598, 1103, 608]
notice-text: NOTICE IS HEREBY GIVEN that the following Bye-law was proposed at a meeting of the Council of the Borough of Greymouth, held on the 22nd day of March instant, and further-more, that the same will be considered at a meeting of the Council, to be held next after the expiration of seven days from the date of the publication of this notice.	[791, 68, 935, 160]
proprietor-name: M. H. KELLY,	[729, 1336, 779, 1346]
ship-name: D E S P A T C H ,	[949, 662, 1101, 688]
notice-text: Twenty (20) thirty-five feet Piles.	[791, 1225, 904, 1235]
royal-cipher: V. R.	[965, 857, 1085, 873]
ad-date: Greymouth, March 29, 1869.	[947, 1300, 1045, 1310]
clerk-name: JOHN A. WHALL,	[869, 832, 935, 842]
article-paragraph: Two hundred and fifty men were sent for, and came up at daylight undiscovered.	[167, 1460, 311, 1480]
article-paragraph: Mr Garforth's b g Backbiter ... 1	[488, 493, 596, 503]
office: Town Clerk's Office, Greymouth,	[791, 508, 904, 518]
article-paragraph: I forgot to state that Pohipi, of Taupo, was at the Tokangamutu meeting. There was any amount of food and large quantities of eels disposed of. The whole affair went off very satisfactory.	[635, 258, 779, 309]
ad-title: STEAM-TUG PERSEVERE.	[968, 544, 1082, 555]
article-paragraph: Mr Kingham's b g Gamester, 10st. ... 1	[488, 381, 618, 391]
article-paragraph: This was heard haranguing the people who were lamenting their great loss at Otautu. The women were holding a tangi all night.	[167, 1482, 311, 1523]
section-rule	[499, 532, 603, 533]
